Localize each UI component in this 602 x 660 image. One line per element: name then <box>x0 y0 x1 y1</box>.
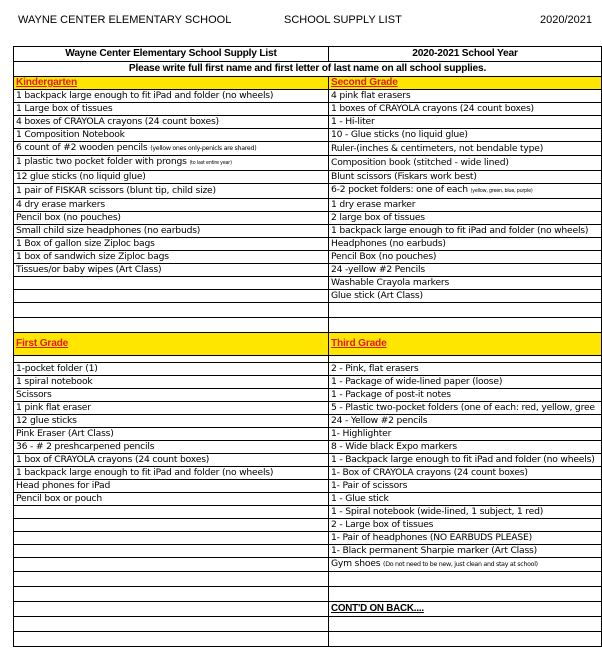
list-item: Blunt scissors (Fiskars work best) <box>329 171 602 184</box>
list-item: 5 - Plastic two-pocket folders (one of each: red, yellow, gree <box>329 402 602 415</box>
list-item: 1 pink flat eraser <box>14 402 329 415</box>
list-item: 1- Black permanent Sharpie marker (Art Class) <box>329 545 602 558</box>
item-note: (yellow, green, blue, purple) <box>470 189 533 194</box>
list-item: Headphones (no earbuds) <box>329 238 602 251</box>
list-item <box>14 632 329 647</box>
grade-third: Third Grade <box>329 333 602 356</box>
item-note: (to last entire year) <box>189 161 232 166</box>
grade-kindergarten: Kindergarten <box>14 77 329 90</box>
list-item: Head phones for iPad <box>14 480 329 493</box>
list-item: 1 backpack large enough to fit iPad and folder (no wheels) <box>14 467 329 480</box>
spacer <box>14 356 329 363</box>
list-item: 4 pink flat erasers <box>329 90 602 103</box>
list-item: Pencil box or pouch <box>14 493 329 506</box>
list-item: 1 - Spiral notebook (wide-lined, 1 subject, 1 red) <box>329 506 602 519</box>
list-item: 36 - # 2 preshcarpened pencils <box>14 441 329 454</box>
list-item <box>14 602 329 617</box>
list-item: Glue stick (Art Class) <box>329 290 602 303</box>
list-item <box>14 617 329 632</box>
list-item <box>329 303 602 318</box>
list-item: 8 - Wide black Expo markers <box>329 441 602 454</box>
list-item: 1 pair of FISKAR scissors (blunt tip, child size) <box>14 184 329 199</box>
list-item: 1 - Glue stick <box>329 493 602 506</box>
list-item: Pencil Box (no pouches) <box>329 251 602 264</box>
list-item: 1 backpack large enough to fit iPad and folder (no wheels) <box>329 225 602 238</box>
list-item: 1 dry erase marker <box>329 199 602 212</box>
list-item: Pink Eraser (Art Class) <box>14 428 329 441</box>
school-name: WAYNE CENTER ELEMENTARY SCHOOL <box>18 14 232 26</box>
list-item: 1- Pair of scissors <box>329 480 602 493</box>
list-item: 4 boxes of CRAYOLA crayons (24 count boxes) <box>14 116 329 129</box>
list-item <box>329 632 602 647</box>
list-item <box>329 318 602 333</box>
list-item <box>14 587 329 602</box>
list-item: 1 Large box of tissues <box>14 103 329 116</box>
list-item: 1 spiral notebook <box>14 376 329 389</box>
list-item <box>14 545 329 558</box>
list-item: 1- Highlighter <box>329 428 602 441</box>
list-item <box>14 303 329 318</box>
list-title: SCHOOL SUPPLY LIST <box>284 14 402 26</box>
list-item: 1- Box of CRAYOLA crayons (24 count boxes) <box>329 467 602 480</box>
table-title-right: 2020-2021 School Year <box>329 47 602 62</box>
item-note: (Do not need to be new, just clean and stay at school) <box>383 561 538 568</box>
list-item <box>14 290 329 303</box>
instruction: Please write full first name and first letter of last name on all school supplies. <box>14 62 602 77</box>
list-item: Tissues/or baby wipes (Art Class) <box>14 264 329 277</box>
list-item <box>14 532 329 545</box>
list-item: 1 - Backpack large enough to fit iPad and folder (no wheels) <box>329 454 602 467</box>
list-item: Washable Crayola markers <box>329 277 602 290</box>
list-item: 1 - Package of post-it notes <box>329 389 602 402</box>
item-text: Gym shoes <box>331 558 381 569</box>
item-text: 6 count of #2 wooden pencils <box>16 142 148 153</box>
grade-second: Second Grade <box>329 77 602 90</box>
list-item <box>14 142 329 156</box>
list-item <box>14 519 329 532</box>
list-item: 2 - Pink, flat erasers <box>329 363 602 376</box>
item-text: 6-2 pocket folders: one of each <box>331 184 468 195</box>
list-item: 1 Composition Notebook <box>14 129 329 142</box>
list-item <box>329 184 602 199</box>
item-note: (yellow ones only-penicls are shared) <box>150 145 257 152</box>
grade-first: First Grade <box>14 333 329 356</box>
list-item: 1 - Hi-liter <box>329 116 602 129</box>
item-text: 1 plastic two pocket folder with prongs <box>16 156 187 167</box>
list-item: 1 box of sandwich size Ziploc bags <box>14 251 329 264</box>
list-item: 24 - Yellow #2 pencils <box>329 415 602 428</box>
list-item: 1-pocket folder (1) <box>14 363 329 376</box>
list-item <box>14 572 329 587</box>
list-item: 1 - Package of wide-lined paper (loose) <box>329 376 602 389</box>
list-item: 1 backpack large enough to fit iPad and folder (no wheels) <box>14 90 329 103</box>
list-item: Ruler-(inches & centimeters, not bendable type) <box>329 142 602 156</box>
list-item: Composition book (stitched - wide lined) <box>329 156 602 171</box>
list-item: 1 Box of gallon size Ziploc bags <box>14 238 329 251</box>
list-item <box>14 156 329 171</box>
list-item: 10 - Glue sticks (no liquid glue) <box>329 129 602 142</box>
list-item <box>329 558 602 572</box>
list-item: Small child size headphones (no earbuds) <box>14 225 329 238</box>
list-item: 4 dry erase markers <box>14 199 329 212</box>
list-item <box>14 277 329 290</box>
list-item: 1 box of CRAYOLA crayons (24 count boxes) <box>14 454 329 467</box>
list-item: 2 large box of tissues <box>329 212 602 225</box>
list-item: Scissors <box>14 389 329 402</box>
contd-note: CONT'D ON BACK.... <box>329 602 602 617</box>
spacer <box>329 356 602 363</box>
list-item: 2 - Large box of tissues <box>329 519 602 532</box>
list-item: 24 -yellow #2 Pencils <box>329 264 602 277</box>
table-title-left: Wayne Center Elementary School Supply List <box>14 47 329 62</box>
list-item <box>14 506 329 519</box>
supply-table <box>13 46 602 647</box>
list-item <box>14 558 329 572</box>
list-item <box>14 318 329 333</box>
list-item: 1 boxes of CRAYOLA crayons (24 count boxes) <box>329 103 602 116</box>
list-item <box>329 617 602 632</box>
list-item: Pencil box (no pouches) <box>14 212 329 225</box>
list-item: 12 glue sticks (no liquid glue) <box>14 171 329 184</box>
list-item: 12 glue sticks <box>14 415 329 428</box>
list-item: 1- Pair of headphones (NO EARBUDS PLEASE) <box>329 532 602 545</box>
year: 2020/2021 <box>540 14 592 26</box>
list-item <box>329 587 602 602</box>
list-item <box>329 572 602 587</box>
